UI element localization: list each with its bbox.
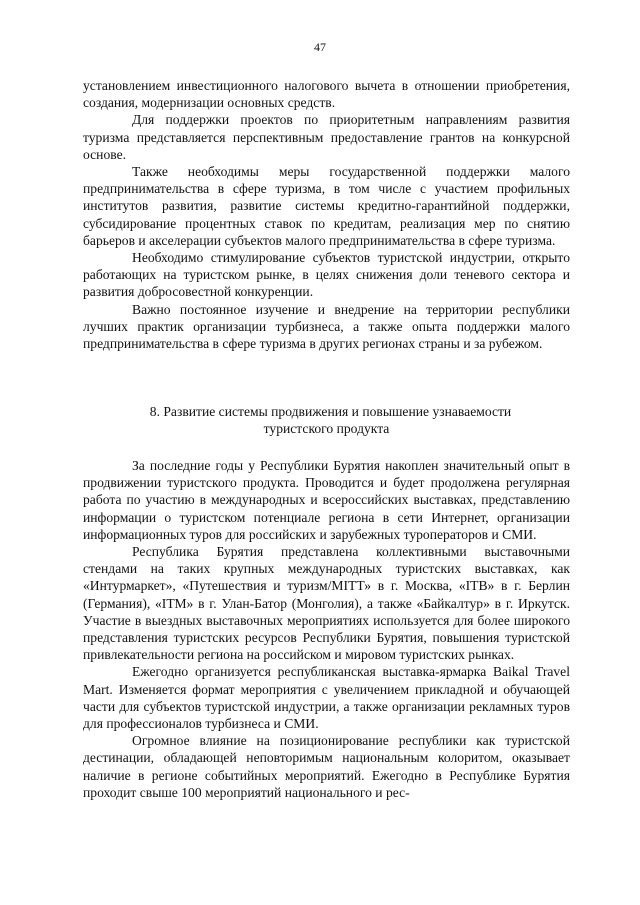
paragraph: Необходимо стимулирование субъектов туристской индустрии, открыто работающих на туристском рынке, в целях снижения доли теневого сектора и развития добросовестной конкуренции.: [83, 250, 570, 300]
paragraph: За последние годы у Республики Бурятия накоплен значительный опыт в продвижении туристского продукта. Проводится и будет продолжена регулярная работа по участию в международных и всероссийских выставках, представлению информации о туристском потенциале региона в сети Интернет, организации информационных туров для российских и зарубежных туроператоров и СМИ.: [83, 458, 570, 542]
paragraph: Ежегодно организуется республиканская выставка-ярмарка Baikal Travel Mart. Изменяется формат мероприятия с увеличением прикладной и обучающей части для субъектов туристской индустрии, а также организации рекламных туров для профессионалов турбизнеса и СМИ.: [83, 664, 570, 732]
section-heading-line: туристского продукта: [263, 421, 390, 437]
paragraph: Республика Бурятия представлена коллективными выставочными стендами на таких крупных международных туристских выставках, как «Интурмаркет», «Путешествия и туризм/МІТТ» в г. Москва, «ІТВ» в г. Берлин (Германия), «ІТМ» в г. Улан-Батор (Монголия), а также «Байкалтур» в г. Иркутск. Участие в выездных выставочных мероприятиях используется для более широкого представления туристских ресурсов Республики Бурятия, повышения туристской привлекательности региона на российском и мировом туристских рынках.: [83, 544, 570, 663]
paragraph: Для поддержки проектов по приоритетным направлениям развития туризма представляется перспективным предоставление грантов на конкурсной основе.: [83, 112, 570, 162]
section-heading-line: 8. Развитие системы продвижения и повышение узнаваемости: [149, 404, 512, 419]
bottom-text-block: [83, 457, 570, 801]
paragraph: Важно постоянное изучение и внедрение на территории республики лучших практик организации турбизнеса, а также опыта поддержки малого предпринимательства в сфере туризма в других регионах страны и за рубежом.: [83, 301, 570, 352]
page-number: 47: [314, 40, 326, 54]
paragraph: Также необходимы меры государственной поддержки малого предпринимательства в сфере туризма, в том числе с участием профильных институтов развития, развитие системы кредитно-гарантийной поддержки, субсидирование процентных ставок по кредитам, реализация мер по снятию барьеров и акселерации субъектов малого предпринимательства в сфере туризма.: [83, 164, 570, 248]
section-heading: [83, 403, 570, 437]
paragraph: Огромное влияние на позиционирование республики как туристской дестинации, обладающей неповторимым национальным колоритом, оказывает наличие в регионе событийных мероприятий. Ежегодно в Республике Бурятия проходит свыше 100 мероприятий национального и рес-: [83, 733, 570, 800]
paragraph: установлением инвестиционного налогового вычета в отношении приобретения, создания, модернизации основных средств.: [83, 78, 570, 111]
top-text-block: [83, 77, 570, 352]
